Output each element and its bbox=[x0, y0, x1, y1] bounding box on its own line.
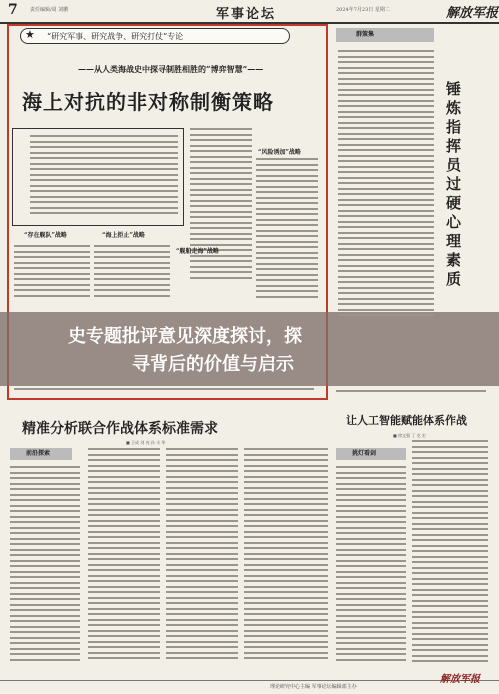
section-heading: “风险诱加”战略 bbox=[258, 149, 301, 156]
ai-column-2 bbox=[412, 440, 488, 666]
watermark-logo: 解放军报 bbox=[440, 674, 480, 685]
footer-text: 理论研究中心主编 军事论坛编辑部主办 bbox=[270, 684, 357, 690]
ai-headline: 让人工智能赋能体系作战 bbox=[346, 414, 467, 427]
article-column-a bbox=[14, 245, 90, 300]
lower-column-4 bbox=[244, 448, 328, 663]
section-title: 军事论坛 bbox=[216, 7, 277, 22]
newspaper-logo: 解放军报 bbox=[446, 6, 499, 21]
ai-byline: ■ 徐文强 丁 克 宏 bbox=[393, 433, 426, 438]
header-date: 2024年7月23日 星期二 bbox=[336, 7, 390, 13]
star-icon: ★ bbox=[25, 28, 35, 41]
section-heading: “海上拒止”战略 bbox=[102, 232, 145, 239]
overlay-banner[interactable] bbox=[0, 312, 499, 386]
lower-column-2 bbox=[88, 448, 160, 663]
banner-line-2: 寻背后的价值与启示 bbox=[132, 354, 294, 375]
right-article-text bbox=[338, 50, 434, 320]
column-strip: 群策集 bbox=[336, 28, 434, 42]
page-footer bbox=[0, 680, 499, 694]
feature-bottom-text bbox=[14, 388, 314, 394]
ai-column-1 bbox=[336, 466, 406, 664]
lower-column-1 bbox=[10, 466, 80, 664]
section-label: 前沿探索 bbox=[10, 448, 72, 460]
section-heading: “舰船走海”战略 bbox=[176, 248, 219, 255]
vertical-headline: 锤炼指挥员过硬心理素质 bbox=[446, 80, 462, 288]
lower-column-3 bbox=[166, 448, 238, 663]
header-meta: 责任编辑/周 刘鹏 bbox=[30, 7, 69, 13]
article-column-b bbox=[94, 245, 170, 300]
page-number: 7 bbox=[8, 2, 18, 18]
lower-byline: ■ 王成 刘 亮 孙 丰 华 bbox=[126, 440, 166, 445]
feature-title: 海上对抗的非对称制衡策略 bbox=[22, 90, 274, 114]
article-column-2 bbox=[190, 128, 252, 282]
intro-text bbox=[30, 135, 178, 218]
section-heading: “存在舰队”战略 bbox=[24, 232, 67, 239]
lower-headline: 精准分析联合作战体系标准需求 bbox=[22, 421, 218, 437]
page-header bbox=[0, 0, 499, 24]
feature-subtitle: ——从人类海战史中探寻制胜相胜的“博弈智慧”—— bbox=[78, 64, 264, 74]
article-column-3 bbox=[256, 158, 318, 301]
feature-tagline: ★ “研究军事、研究战争、研究打仗”专论 bbox=[20, 28, 290, 44]
section-label: 挑灯看剑 bbox=[336, 448, 406, 460]
banner-line-1: 史专题批评意见深度探讨，探 bbox=[68, 326, 302, 347]
right-article-end bbox=[336, 390, 486, 396]
